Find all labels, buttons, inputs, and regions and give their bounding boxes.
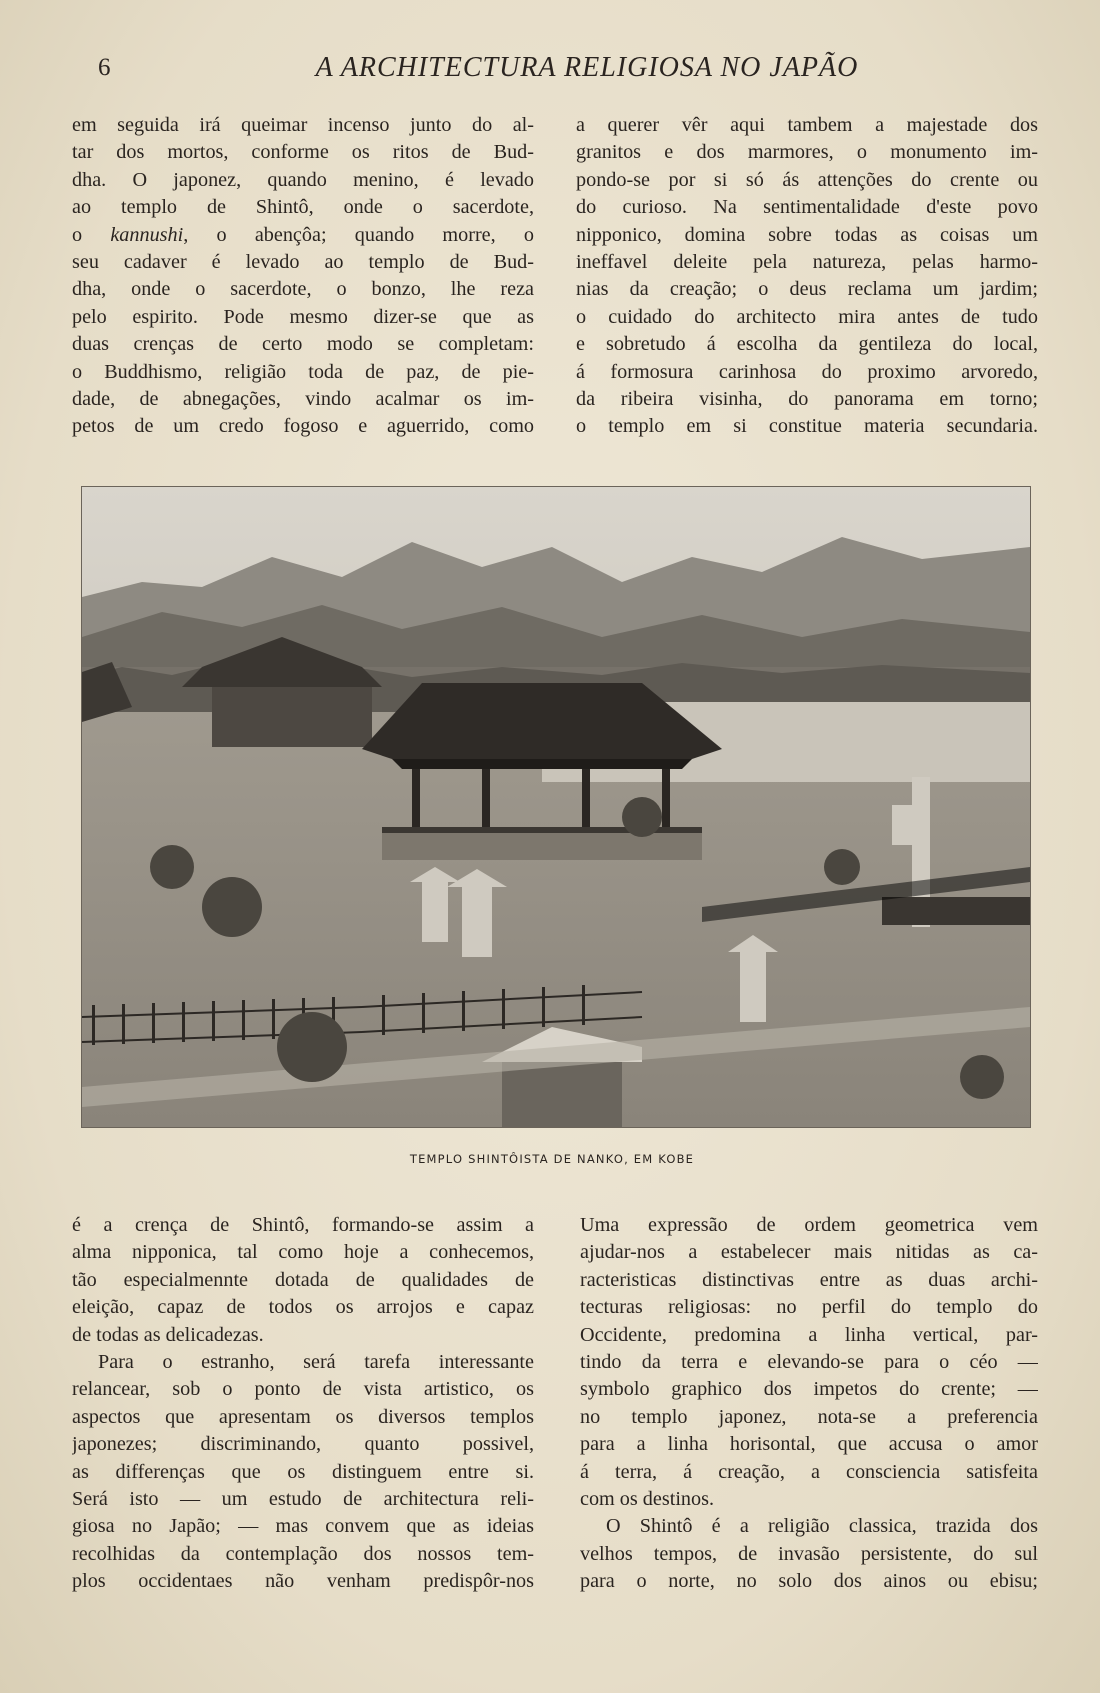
text-line: Uma expressão de ordem geometrica vem (580, 1214, 1038, 1236)
text-line: as differenças que os distinguem entre si. (72, 1460, 534, 1483)
text-line: japonezes; discriminando, quanto possivel, (72, 1433, 534, 1456)
text-line: é a crença de Shintô, formando-se assim a (72, 1214, 534, 1236)
text-line: ao templo de Shintô, onde o sacerdote, (72, 196, 534, 219)
column-bottom-right (580, 1212, 1038, 1595)
text-line: seu cadaver é levado ao templo de Bud- (72, 250, 534, 273)
text-line: dha, onde o sacerdote, o bonzo, lhe reza (72, 278, 534, 301)
text-line: a querer vêr aqui tambem a majestade dos (576, 114, 1038, 136)
text-line: petos de um credo fogoso e aguerrido, como (72, 415, 534, 438)
text-line: do curioso. Na sentimentalidade d'este povo (576, 196, 1038, 219)
figure-caption: TEMPLO SHINTÔISTA DE NANKO, EM KOBE (409, 1152, 695, 1166)
text-line: nipponico, domina sobre todas as coisas um (576, 223, 1038, 246)
text-line: dha. O japonez, quando menino, é levado (72, 168, 534, 191)
text-line: plos occidentaes não venham predispôr-nos (72, 1570, 534, 1593)
text-line: tão especialmennte dotada de qualidades de (72, 1268, 534, 1291)
text-line: em seguida irá queimar incenso junto do al- (72, 114, 534, 136)
running-header (72, 50, 1032, 90)
text-line: eleição, capaz de todos os arrojos e capaz (72, 1296, 534, 1319)
text-line: tar dos mortos, conforme os ritos de Bud- (72, 141, 534, 164)
text-line: para o norte, no solo dos ainos ou ebisu; (580, 1570, 1038, 1593)
text-line: dade, de abnegações, vindo acalmar os im- (72, 387, 534, 410)
column-top-left (72, 112, 534, 441)
text-line: Para o estranho, será tarefa interessante (98, 1350, 534, 1373)
text-line: alma nipponica, tal como hoje a conhecemos, (72, 1241, 534, 1264)
running-title: A ARCHITECTURA RELIGIOSA NO JAPÃO (315, 52, 859, 83)
text-line: á formosura carinhosa do proximo arvoredo, (576, 360, 1038, 383)
text-line: pelo espirito. Pode mesmo dizer-se que as (72, 305, 534, 328)
text-line: symbolo graphico dos impetos do crente; — (580, 1378, 1038, 1401)
text-line: granitos e dos marmores, o monumento im- (576, 141, 1038, 164)
italic-term: kannushi (110, 223, 184, 246)
text-line: com os destinos. (580, 1487, 715, 1510)
temple-photograph (82, 487, 1030, 1127)
text-line: o Buddhismo, religião toda de paz, de pie- (72, 360, 534, 383)
text-line: o templo em si constitue materia secundaria. (576, 415, 1038, 438)
text-line: giosa no Japão; — mas convem que as ideias (72, 1515, 534, 1538)
text-line: nias da creação; o deus reclama um jardim; (576, 278, 1038, 301)
text-line: para a linha horisontal, que accusa o amor (580, 1433, 1038, 1456)
text-line: Será isto — um estudo de architectura reli- (72, 1487, 534, 1510)
text-line: pondo-se por si só ás attenções do crente ou (576, 168, 1038, 191)
column-bottom-left (72, 1212, 534, 1595)
text-line: Occidente, predomina a linha vertical, par- (580, 1323, 1038, 1346)
page-number: 6 (98, 54, 111, 81)
text-line: velhos tempos, de invasão persistente, do sul (580, 1542, 1038, 1565)
text-line: e sobretudo á escolha da gentileza do local, (576, 333, 1038, 356)
column-top-right (576, 112, 1038, 441)
text-line: da ribeira visinha, do panorama em torno; (576, 387, 1038, 410)
text-line: O Shintô é a religião classica, trazida dos (606, 1515, 1038, 1538)
text-line: recolhidas da contemplação dos nossos tem- (72, 1542, 534, 1565)
text-line: á terra, á creação, a consciencia satisfeita (580, 1460, 1038, 1483)
text-line: tindo da terra e elevando-se para o céo — (580, 1350, 1038, 1373)
text-line: tecturas religiosas: no perfil do templo do (580, 1296, 1038, 1319)
text-line: relancear, sob o ponto de vista artistico, os (72, 1378, 534, 1401)
text-line: ajudar-nos a estabelecer mais nitidas as ca- (580, 1241, 1038, 1264)
temple-photo-illustration (82, 487, 1030, 1127)
text-line: de todas as delicadezas. (72, 1323, 264, 1346)
text-line: aspectos que apresentam os diversos templos (72, 1405, 534, 1428)
text-line: o kannushi, o abençôa; quando morre, o (72, 223, 534, 246)
text-line: ineffavel deleite pela natureza, pelas harmo- (576, 250, 1038, 273)
text-line: o cuidado do architecto mira antes de tudo (576, 305, 1038, 328)
text-line: racteristicas distinctivas entre as duas archi- (580, 1268, 1038, 1291)
text-line: duas crenças de certo modo se completam: (72, 333, 534, 356)
text-line: no templo japonez, nota-se a preferencia (580, 1405, 1038, 1428)
